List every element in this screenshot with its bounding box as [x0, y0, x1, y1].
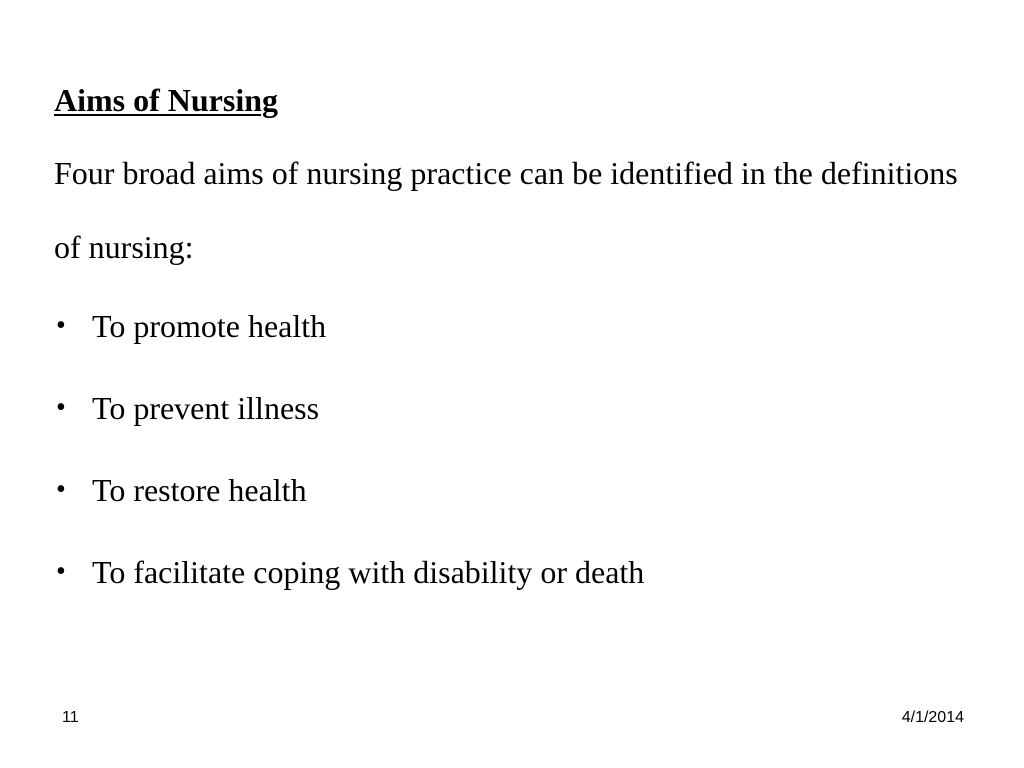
bullet-item-prevent-illness — [54, 383, 644, 433]
slide-number: 11 — [62, 709, 79, 726]
bullet-item-facilitate-coping — [54, 547, 644, 597]
bullet-dot-icon: • — [56, 310, 66, 341]
aims-bullet-list — [54, 301, 644, 629]
bullet-item-restore-health — [54, 465, 644, 515]
bullet-dot-icon: • — [56, 392, 66, 423]
bullet-text: To restore health — [92, 472, 307, 508]
bullet-text: To prevent illness — [92, 390, 320, 426]
bullet-text: To promote health — [92, 308, 327, 344]
bullet-dot-icon: • — [56, 556, 66, 587]
bullet-dot-icon: • — [56, 474, 66, 505]
slide-heading: Aims of Nursing — [54, 82, 279, 118]
intro-paragraph: Four broad aims of nursing practice can be identified in the definitions of nursing: — [54, 155, 958, 265]
bullet-item-promote-health — [54, 301, 644, 351]
bullet-text: To facilitate coping with disability or death — [92, 554, 645, 590]
slide-date: 4/1/2014 — [901, 709, 964, 726]
